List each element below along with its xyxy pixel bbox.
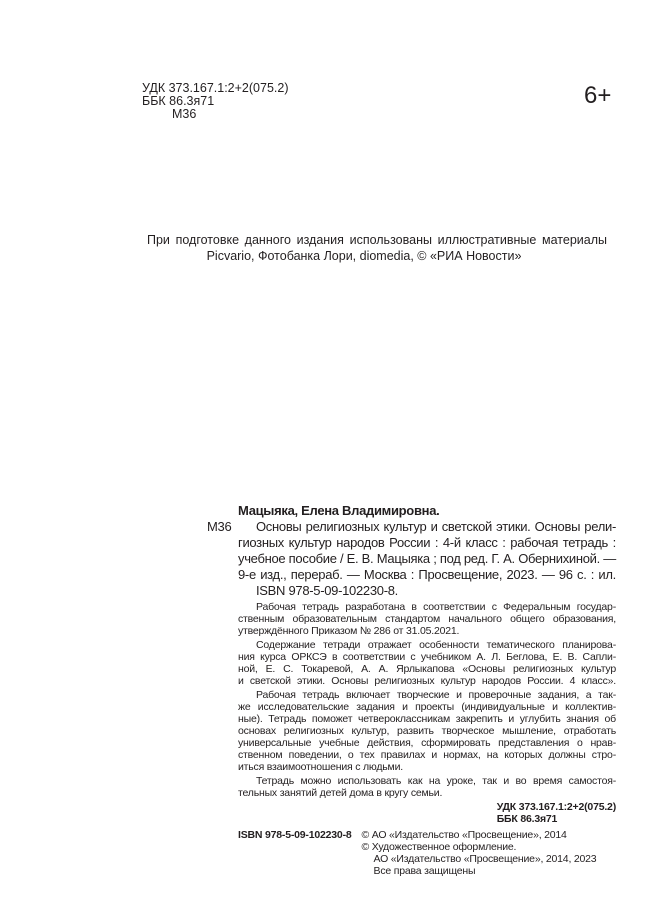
annotation-line: и светской этики. Основы религиозных культур народов России. 4 класс».	[238, 675, 616, 687]
record-line: 9-е изд., перераб. — Москва : Просвещение, 2023. — 96 с. : ил.	[238, 567, 616, 582]
annotation-line: ной, Е. С. Токаревой, А. А. Ярлыкапова «Основы религиозных культур	[238, 663, 616, 675]
credits-line: При подготовке данного издания использованы иллюстративные материалы	[147, 233, 607, 247]
udk-code: УДК 373.167.1:2+2(075.2)	[142, 81, 289, 95]
record-line: Основы религиозных культур и светской этики. Основы рели-	[256, 519, 616, 534]
record-line: учебное пособие / Е. В. Мацыяка ; под ред. Г. А. Обернихиной. —	[238, 551, 616, 566]
annotation-line: ственным образовательным стандартом начального общего образования,	[238, 613, 616, 625]
author-mark: М36	[172, 107, 197, 121]
annotation-line: утверждённого Приказом № 286 от 31.05.2021.	[238, 625, 460, 637]
annotation	[238, 601, 616, 799]
age-rating: 6+	[584, 82, 612, 109]
bbk-code: ББК 86.3я71	[142, 94, 215, 108]
copyright-line: © Художественное оформление.	[361, 841, 517, 853]
copyright-line: АО «Издательство «Просвещение», 2014, 2023	[373, 853, 597, 865]
classification-codes	[497, 801, 616, 825]
author-name: Мацыяка, Елена Владимировна.	[238, 503, 440, 518]
annotation-line: ственном поведении, о тех правилах и нормах, на которых должны стро-	[238, 749, 616, 761]
record-isbn: ISBN 978-5-09-102230-8.	[256, 583, 398, 598]
annotation-line: Рабочая тетрадь включает творческие и проверочные задания, а так-	[256, 689, 616, 701]
annotation-line: основах религиозных культур, развить творческое мышление, отработать	[238, 725, 616, 737]
classification-block	[238, 801, 616, 825]
annotation-line: Тетрадь можно использовать как на уроке, так и во время самостоя-	[256, 775, 616, 787]
credits-line: Picvario, Фотобанка Лори, diomedia, © «РИА Новости»	[206, 249, 522, 263]
annotation-line: Содержание тетради отражает особенности тематического планирова-	[256, 639, 616, 651]
annotation-line: универсальные учебные действия, сформировать представления о нрав-	[238, 737, 616, 749]
annotation-line: Рабочая тетрадь разработана в соответствии с Федеральным государ-	[256, 601, 616, 613]
imprint-block	[207, 503, 616, 897]
annotation-line: же исследовательские задания и проекты (индивидуальные и коллектив-	[238, 701, 616, 713]
record-line: гиозных культур народов России : 4-й класс : рабочая тетрадь :	[238, 535, 616, 550]
record-code: М36	[207, 519, 232, 534]
copyright-line: © АО «Издательство «Просвещение», 2014	[361, 829, 567, 841]
annotation-line: ные). Тетрадь поможет четвероклассникам закрепить и углубить знания об	[238, 713, 616, 725]
bibliographic-record	[207, 519, 616, 599]
annotation-line: тельных занятий детей дома в кругу семьи.	[238, 787, 443, 799]
copyright-line: Все права защищены	[373, 865, 476, 877]
footer-isbn: ISBN 978-5-09-102230-8	[238, 829, 352, 841]
footer	[238, 829, 616, 877]
copyright-block	[362, 829, 616, 877]
annotation-line: ния курса ОРКСЭ в соответствии с учебником А. Л. Беглова, Е. В. Сапли-	[238, 651, 616, 663]
annotation-line: иться взаимоотношения с людьми.	[238, 761, 403, 773]
udk-classification: УДК 373.167.1:2+2(075.2)	[496, 801, 616, 813]
bbk-classification: ББК 86.3я71	[496, 813, 558, 825]
